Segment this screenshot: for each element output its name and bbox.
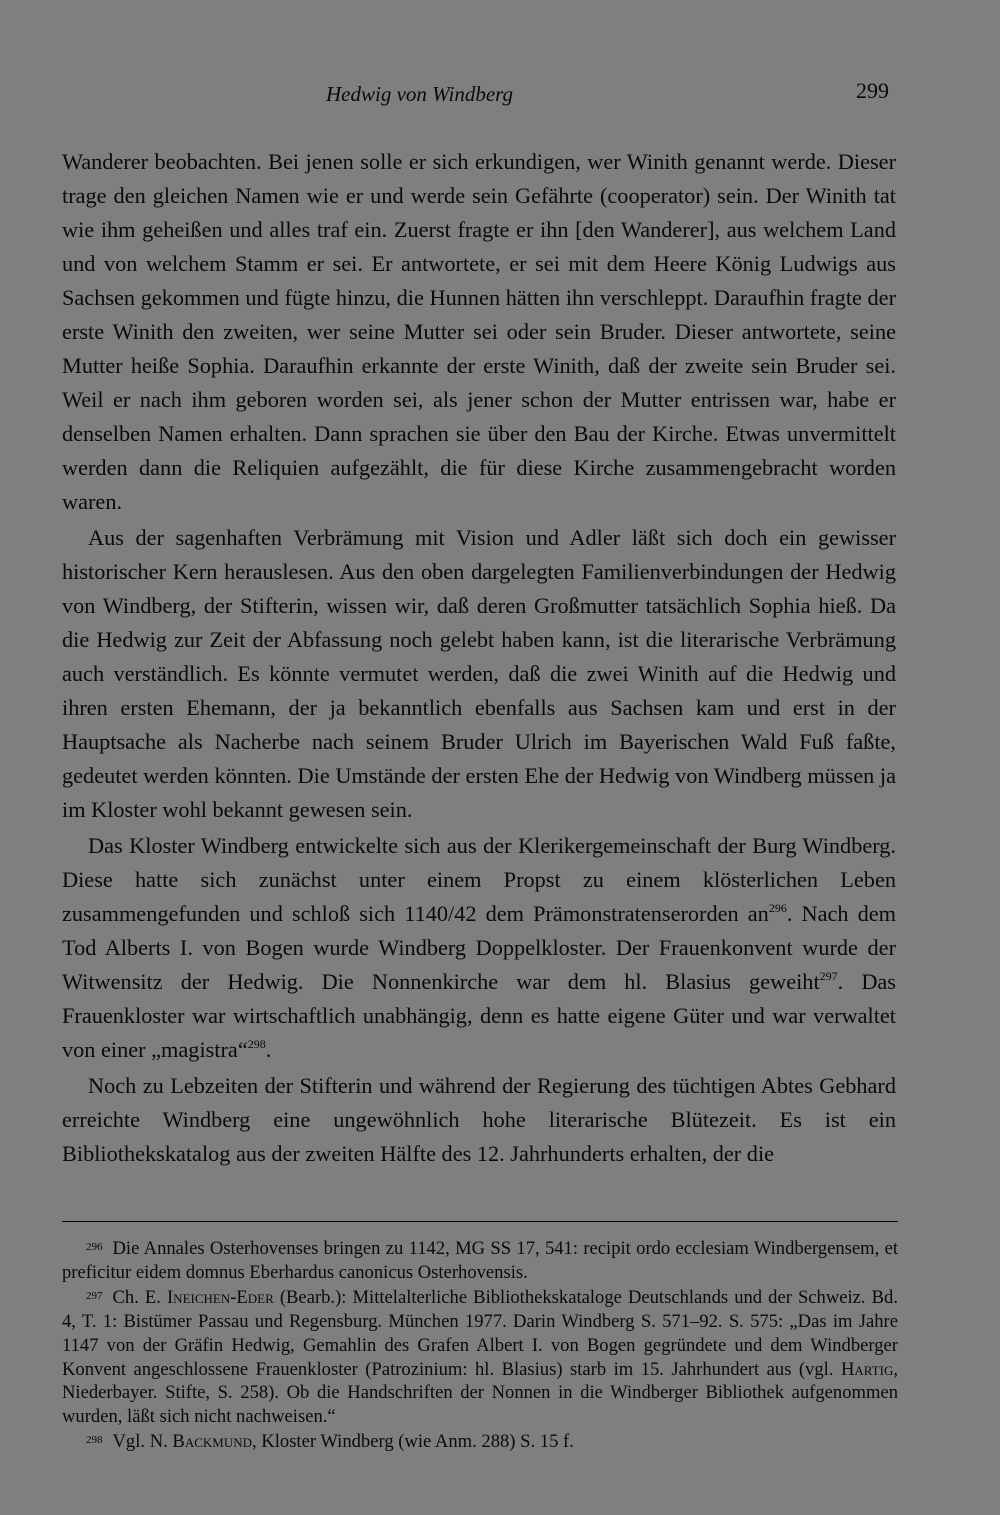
footnote-ref-298: 298 xyxy=(247,1037,266,1051)
footnote-ref-297: 297 xyxy=(819,969,838,983)
paragraph-1: Wanderer beobachten. Bei jenen solle er sich erkundigen, wer Winith genannt werde. Dieser trage den gleichen Namen wie er und werde sein Gefährte (cooperator) sein. Der Winith tat wie ihm geheißen und alles traf ein. Zuerst fragte er ihn [den Wanderer], aus welchem Land und von welchem Stamm er sei. Er antwortete, er sei mit dem Heere König Ludwigs aus Sachsen gekommen und fügte hinzu, die Hunnen hätten ihn verschleppt. Daraufhin fragte der erste Winith den zweiten, wer seine Mutter sei oder sein Bruder. Dieser antwortete, seine Mutter heiße Sophia. Daraufhin erkannte der erste Winith, daß der zweite sein Bruder sei. Weil er nach ihm geboren worden sei, als jener schon der Mutter entrissen war, habe er denselben Namen erhalten. Dann sprachen sie über den Bau der Kirche. Etwas unvermittelt werden dann die Reliquien aufgezählt, die für diese Kirche zusammengebracht worden waren. xyxy=(62,149,896,514)
footnote-297 xyxy=(62,1285,898,1429)
paragraph-3-text-c: . Das Frauenkloster war wirtschaftlich unabhängig, denn es hatte eigene Güter und war verwaltet von einer „magistra“ xyxy=(62,969,896,1062)
footnote-number: 298 xyxy=(86,1434,103,1447)
footnote-separator xyxy=(62,1221,898,1222)
footnote-author: Ineichen-Eder xyxy=(166,1286,274,1308)
paragraph-4: Noch zu Lebzeiten der Stifterin und während der Regierung des tüchtigen Abtes Gebhard erreichte Windberg eine ungewöhnlich hohe literarische Blütezeit. Es ist ein Bibliothekskatalog aus der zweiten Hälfte des 12. Jahrhunderts erhalten, der die xyxy=(62,1073,896,1166)
footnote-text-b: (Bearb.): Mittelalterliche Bibliothekskataloge Deutschlands und der Schweiz. Bd. 4, T. 1: Bistümer Passau und Regensburg. München 1977. Darin Windberg S. 571–92. S. 575: „Das im Jahre 1147 von der Gräfin Hedwig, Gemahlin des Grafen Albert I. von Bogen gegründete und dem Windberger Konvent angeschlossene Frauenkloster (Patrozinium: hl. Blasius) starb im 15. Jahrhundert aus (vgl. xyxy=(62,1286,898,1380)
footnote-ref-296: 296 xyxy=(768,901,787,915)
page-number: 299 xyxy=(856,78,889,103)
paragraph-3-text-d: . xyxy=(265,1037,272,1062)
footnote-text: Die Annales Osterhovenses bringen zu 1142, MG SS 17, 541: recipit ordo ecclesiam Windbergensem, et preficitur eidem domnus Eberhardus canonicus Osterhovensis. xyxy=(62,1238,898,1283)
footnotes xyxy=(62,1236,898,1454)
footnote-author-2: Hartig xyxy=(840,1358,894,1380)
footnote-298 xyxy=(62,1429,898,1454)
footnote-number: 296 xyxy=(86,1241,103,1253)
footnote-text-b: , Kloster Windberg (wie Anm. 288) S. 15 f. xyxy=(252,1431,574,1453)
footnote-author: Backmund xyxy=(172,1431,252,1453)
footnote-text-a: Ch. E. xyxy=(112,1286,167,1308)
paragraph-3-text-a: Das Kloster Windberg entwickelte sich aus der Klerikergemeinschaft der Burg Windberg. Diese hatte sich zunächst unter einem Propst zu einem klösterlichen Leben zusammengefunden und schloß sich 1140/42 dem Prämonstratenserorden an xyxy=(62,833,896,926)
running-title: Hedwig von Windberg xyxy=(326,82,514,106)
page-header xyxy=(0,78,1000,108)
body-text xyxy=(62,145,896,1171)
paragraph-2: Aus der sagenhaften Verbrämung mit Vision und Adler läßt sich doch ein gewisser historischer Kern herauslesen. Aus den oben dargelegten Familienverbindungen der Hedwig von Windberg, der Stifterin, wissen wir, daß deren Großmutter tatsächlich Sophia hieß. Da die Hedwig zur Zeit der Abfassung noch gelebt haben kann, ist die literarische Verbrämung auch verständlich. Es könnte vermutet werden, daß die zwei Winith auf die Hedwig und ihren ersten Ehemann, der ja bekanntlich ebenfalls aus Sachsen kam und erst in der Hauptsache als Nacherbe nach seinem Bruder Ulrich im Bayerischen Wald Fuß faßte, gedeutet werden könnten. Die Umstände der ersten Ehe der Hedwig von Windberg müssen ja im Kloster wohl bekannt gewesen sein. xyxy=(62,525,896,822)
footnote-text-a: Vgl. N. xyxy=(112,1431,173,1453)
paragraph-3 xyxy=(62,829,896,1067)
footnote-number: 297 xyxy=(86,1289,103,1302)
footnote-296 xyxy=(62,1236,898,1285)
paragraph-3-text-b: . Nach dem Tod Alberts I. von Bogen wurde Windberg Doppelkloster. Der Frauenkonvent wurde der Witwensitz der Hedwig. Die Nonnenkirche war dem hl. Blasius geweiht xyxy=(62,901,897,994)
footnote-text-c: , Niederbayer. Stifte, S. 258). Ob die Handschriften der Nonnen in die Windberger Bibliothek aufgenommen wurden, läßt sich nicht nachweisen.“ xyxy=(62,1358,898,1428)
